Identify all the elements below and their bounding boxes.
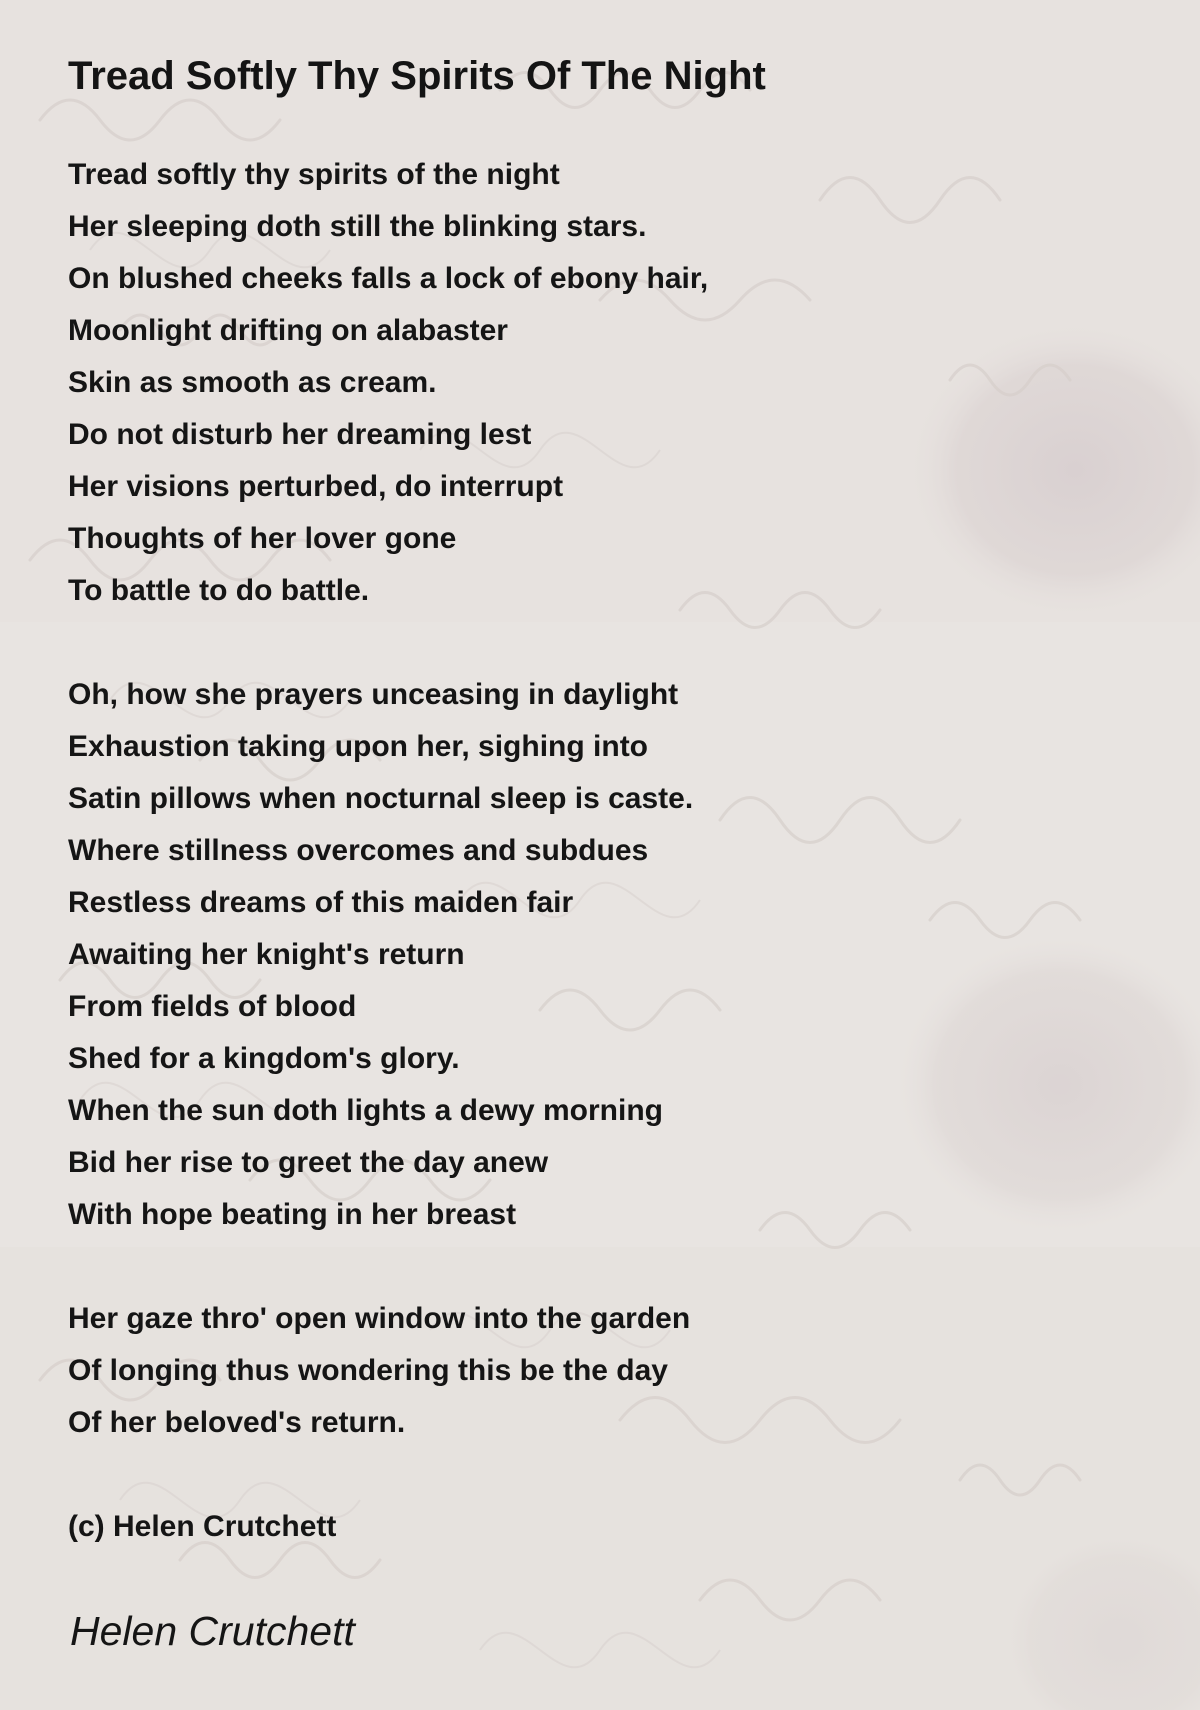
poem-line: Where stillness overcomes and subdues xyxy=(68,834,649,867)
poem-line: Satin pillows when nocturnal sleep is caste. xyxy=(68,782,694,815)
poem-line: Thoughts of her lover gone xyxy=(68,522,457,555)
poem-line: Awaiting her knight's return xyxy=(68,938,465,971)
stanza-break xyxy=(68,1449,708,1501)
poem-line: Tread softly thy spirits of the night xyxy=(68,158,560,191)
poem-line: Oh, how she prayers unceasing in daylight xyxy=(68,678,679,711)
poem-line: Her visions perturbed, do interrupt xyxy=(68,470,564,503)
copyright-line: (c) Helen Crutchett xyxy=(68,1510,337,1543)
poem-line: Bid her rise to greet the day anew xyxy=(68,1146,549,1179)
poem-line: Moonlight drifting on alabaster xyxy=(68,314,508,347)
poem-line: With hope beating in her breast xyxy=(68,1198,517,1231)
poem-line: Restless dreams of this maiden fair xyxy=(68,886,574,919)
poem-line: Of her beloved's return. xyxy=(68,1406,406,1439)
stanza-break xyxy=(68,1241,708,1293)
poem-line: From fields of blood xyxy=(68,990,357,1023)
poem-line: Shed for a kingdom's glory. xyxy=(68,1042,460,1075)
poem-line: Of longing thus wondering this be the day xyxy=(68,1354,668,1387)
poem-line: On blushed cheeks falls a lock of ebony hair, xyxy=(68,262,709,295)
poem-line: When the sun doth lights a dewy morning xyxy=(68,1094,663,1127)
poem-body xyxy=(68,149,708,1553)
poem-line: Her gaze thro' open window into the garden xyxy=(68,1302,691,1335)
poem-line: Exhaustion taking upon her, sighing into xyxy=(68,730,649,763)
poem-line: Her sleeping doth still the blinking stars. xyxy=(68,210,647,243)
stanza-break xyxy=(68,617,708,669)
poem-line: To battle to do battle. xyxy=(68,574,370,607)
poem-line: Do not disturb her dreaming lest xyxy=(68,418,532,451)
author-signature: Helen Crutchett xyxy=(70,1608,355,1654)
poem-title: Tread Softly Thy Spirits Of The Night xyxy=(68,54,766,98)
poem-line: Skin as smooth as cream. xyxy=(68,366,437,399)
